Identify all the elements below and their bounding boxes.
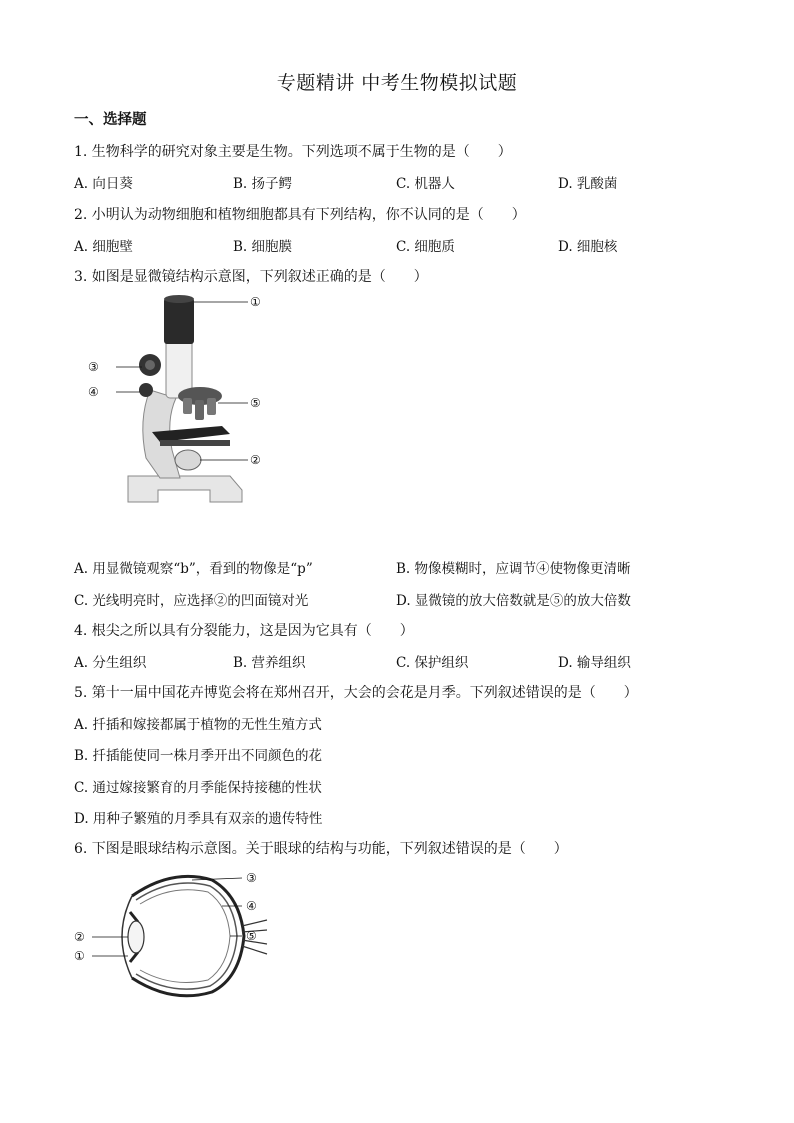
q2-option-a: A. 细胞壁 <box>74 239 133 255</box>
q4-option-a: A. 分生组织 <box>74 655 147 671</box>
eyeball-lens <box>128 921 144 953</box>
q4-option-c: C. 保护组织 <box>396 655 469 671</box>
q2-option-b: B. 细胞膜 <box>233 239 293 255</box>
figure-label: ① <box>250 295 261 309</box>
q1-option-a: A. 向日葵 <box>74 176 133 192</box>
eyeball-choroid <box>136 883 237 989</box>
q3-option-b: B. 物像模糊时，应调节④使物像更清晰 <box>396 561 631 577</box>
figure-label: ④ <box>88 385 99 399</box>
question-2-stem: 2. 小明认为动物细胞和植物细胞都具有下列结构，你不认同的是（ ） <box>74 207 526 223</box>
q1-option-b: B. 扬子鳄 <box>233 176 293 192</box>
microscope-eyepiece <box>164 298 194 344</box>
q5-option-c: C. 通过嫁接繁育的月季能保持接穗的性状 <box>74 780 322 796</box>
page-title: 专题精讲 中考生物模拟试题 <box>276 72 518 94</box>
microscope-base <box>128 476 242 502</box>
q5-option-b: B. 扦插能使同一株月季开出不同颜色的花 <box>74 748 323 764</box>
figure-label: ③ <box>88 360 99 374</box>
figure-label: ⑤ <box>250 396 261 410</box>
objective-lens <box>207 398 216 415</box>
q4-option-d: D. 输导组织 <box>558 655 631 671</box>
q3-option-c: C. 光线明亮时，应选择②的凹面镜对光 <box>74 593 309 609</box>
q2-option-c: C. 细胞质 <box>396 239 455 255</box>
question-6-stem: 6. 下图是眼球结构示意图。关于眼球的结构与功能，下列叙述错误的是（ ） <box>74 841 568 857</box>
objective-lens <box>183 398 192 414</box>
eyeball-retina <box>140 890 230 983</box>
question-1-stem: 1. 生物科学的研究对象主要是生物。下列选项不属于生物的是（ ） <box>74 144 512 160</box>
q2-option-d: D. 细胞核 <box>558 239 618 255</box>
question-4-stem: 4. 根尖之所以具有分裂能力，这是因为它具有（ ） <box>74 623 414 639</box>
q5-option-a: A. 扦插和嫁接都属于植物的无性生殖方式 <box>74 717 322 733</box>
microscope-figure <box>80 290 280 530</box>
eyeball-sclera <box>132 876 244 995</box>
eyeball-figure <box>72 866 272 1006</box>
objective-lens <box>195 400 204 420</box>
q1-option-c: C. 机器人 <box>396 176 455 192</box>
figure-label: ② <box>74 930 85 944</box>
figure-label: ④ <box>246 899 257 913</box>
figure-label: ① <box>74 949 85 963</box>
microscope-mirror <box>175 450 201 470</box>
fine-adjustment-knob <box>139 383 153 397</box>
figure-label: ⑤ <box>246 929 257 943</box>
q4-option-b: B. 营养组织 <box>233 655 306 671</box>
question-5-stem: 5. 第十一届中国花卉博览会将在郑州召开，大会的会花是月季。下列叙述错误的是（ ） <box>74 685 638 701</box>
q1-option-d: D. 乳酸菌 <box>558 176 618 192</box>
figure-label: ② <box>250 453 261 467</box>
question-3-stem: 3. 如图是显微镜结构示意图，下列叙述正确的是（ ） <box>74 269 428 285</box>
q3-option-d: D. 显微镜的放大倍数就是⑤的放大倍数 <box>396 593 631 609</box>
figure-label: ③ <box>246 871 257 885</box>
q3-option-a: A. 用显微镜观察“b”，看到的物像是“p” <box>74 561 313 577</box>
q5-option-d: D. 用种子繁殖的月季具有双亲的遗传特性 <box>74 811 323 827</box>
section-heading: 一、选择题 <box>74 111 147 128</box>
